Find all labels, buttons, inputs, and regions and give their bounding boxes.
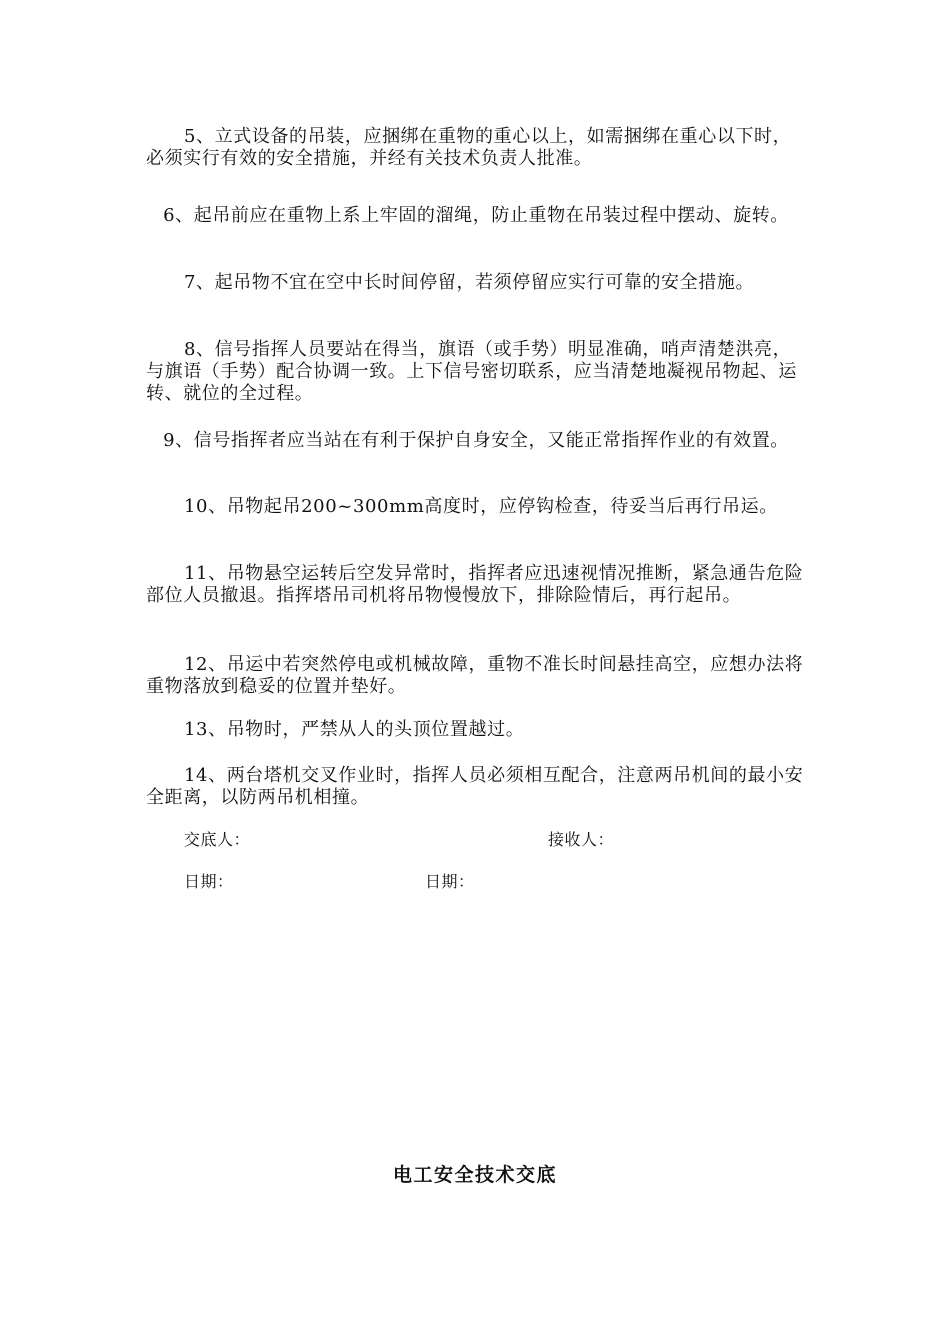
item-12: 12、吊运中若突然停电或机械故障，重物不准长时间悬挂高空，应想办法将重物落放到稳妥的位置并垫好。 <box>146 654 804 697</box>
item-7: 7、起吊物不宜在空中长时间停留，若须停留应实行可靠的安全措施。 <box>184 272 755 293</box>
item-8: 8、信号指挥人员要站在得当，旗语（或手势）明显准确，哨声清楚洪亮，与旗语（手势）配合协调一致。上下信号密切联系，应当清楚地凝视吊物起、运转、就位的全过程。 <box>146 339 797 404</box>
date-label-left: 日期： <box>184 872 234 891</box>
receiver-label: 接收人： <box>548 830 615 849</box>
next-section-title: 电工安全技术交底 <box>392 1164 557 1186</box>
date-label-right: 日期： <box>425 872 475 891</box>
item-11: 11、吊物悬空运转后空发异常时，指挥者应迅速视情况推断，紧急通告危险部位人员撤退。指挥塔吊司机将吊物慢慢放下，排除险情后，再行起吊。 <box>146 563 804 606</box>
item-14: 14、两台塔机交叉作业时，指挥人员必须相互配合，注意两吊机间的最小安全距离，以防两吊机相撞。 <box>146 765 804 808</box>
item-13: 13、吊物时，严禁从人的头顶位置越过。 <box>184 719 525 740</box>
item-5: 5、立式设备的吊装，应捆绑在重物的重心以上，如需捆绑在重心以下时，必须实行有效的安全措施，并经有关技术负责人批准。 <box>146 126 792 169</box>
item-6: 6、起吊前应在重物上系上牢固的溜绳，防止重物在吊装过程中摆动、旋转。 <box>163 205 789 226</box>
item-9: 9、信号指挥者应当站在有利于保护自身安全，又能正常指挥作业的有效置。 <box>163 430 789 451</box>
item-10: 10、吊物起吊200~300mm高度时，应停钩检查，待妥当后再行吊运。 <box>184 496 778 517</box>
handover-person-label: 交底人： <box>184 830 251 849</box>
